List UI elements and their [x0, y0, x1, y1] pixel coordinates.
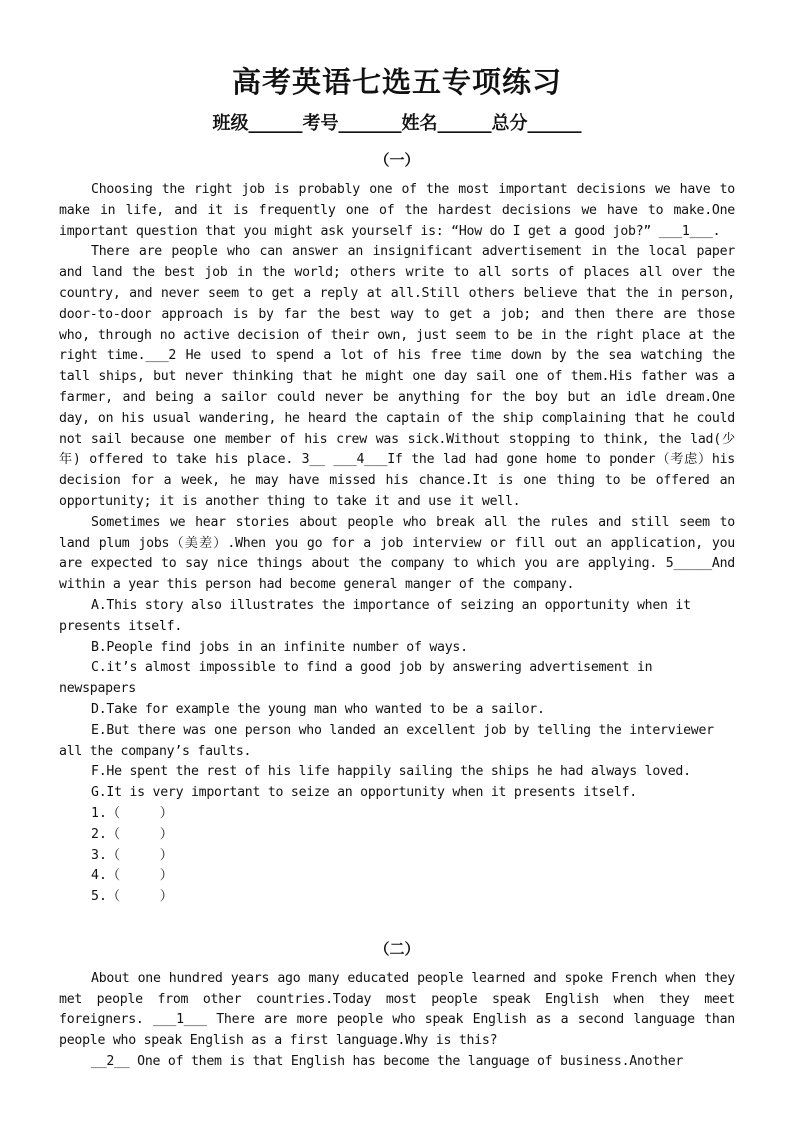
section-divider-space — [59, 908, 735, 938]
passage-2-paragraph-1: About one hundred years ago many educated people learned and spoke French when they met people from other countries.Today most people speak English when they meet foreigners. ___1___ There are more people who speak English as a second language than people who speak English as a first language.Why is this? — [59, 970, 735, 1049]
option-b: B.People find jobs in an infinite number of ways. — [91, 639, 468, 655]
option-a: A.This story also illustrates the importance of seizing an opportunity when it presents itself. — [59, 597, 691, 634]
worksheet-page — [59, 60, 735, 1073]
passage-1-paragraph-3: Sometimes we hear stories about people who break all the rules and still seem to land plum jobs（美差）.When you go for a job interview or fill out an application, you are expected to say nice things about the company to which you are applying. 5_____And within a year this person had become general manger of the company. — [59, 514, 735, 593]
answer-blank-3[interactable]: 3.（ ） — [91, 847, 173, 863]
answer-blank-4[interactable]: 4.（ ） — [91, 868, 173, 884]
passage-1-paragraph-2: There are people who can answer an insignificant advertisement in the local paper and land the best job in the world; others write to all sorts of places all over the country, and never seem to get a reply at all.Still others believe that the in person, door-to-door approach is by far the best way to get a job; and then there are those who, through no active decision of their own, just seem to be in the right place at the right time.___2 He used to spend a lot of his free time down by the sea watching the tall ships, but never thinking that he might one day sail one of them.His father was a farmer, and being a sailor could never be anything for the boy but an idle dream.One day, on his usual wandering, he heard the captain of the ship complaining that he could not sail because one member of his crew was sick.Without stopping to think, the lad(少年) offered to take his place. 3__ ___4___If the lad had gone home to ponder（考虑）his decision for a week, he may have missed his chance.It is one thing to be offered an opportunity; it is another thing to take it and use it well. — [59, 244, 735, 509]
option-e: E.But there was one person who landed an excellent job by telling the interviewer all the company’s faults. — [59, 722, 714, 759]
option-f: F.He spent the rest of his life happily sailing the ships he had always loved. — [91, 764, 691, 780]
answer-blank-5[interactable]: 5.（ ） — [91, 889, 173, 905]
student-info-line: 班级______考号_______姓名______总分______ — [212, 113, 582, 134]
answer-blank-1[interactable]: 1.（ ） — [91, 805, 173, 821]
option-d: D.Take for example the young man who wanted to be a sailor. — [91, 701, 545, 717]
answer-blank-2[interactable]: 2.（ ） — [91, 826, 173, 842]
option-g: G.It is very important to seize an opportunity when it presents itself. — [91, 785, 637, 801]
option-c: C.it’s almost impossible to find a good job by answering advertisement in newspapers — [59, 660, 653, 697]
passage-2-paragraph-2: __2__ One of them is that English has become the language of business.Another — [91, 1054, 684, 1070]
section-1-heading: （一） — [374, 151, 420, 169]
section-2-heading: （二） — [374, 939, 420, 958]
page-title: 高考英语七选五专项练习 — [231, 65, 562, 99]
passage-1-paragraph-1: Choosing the right job is probably one of the most important decisions we have to make in life, and it is frequently one of the hardest decisions we have to make.One important question that you might ask yourself is: “How do I get a good job?” ___1___. — [59, 182, 735, 239]
